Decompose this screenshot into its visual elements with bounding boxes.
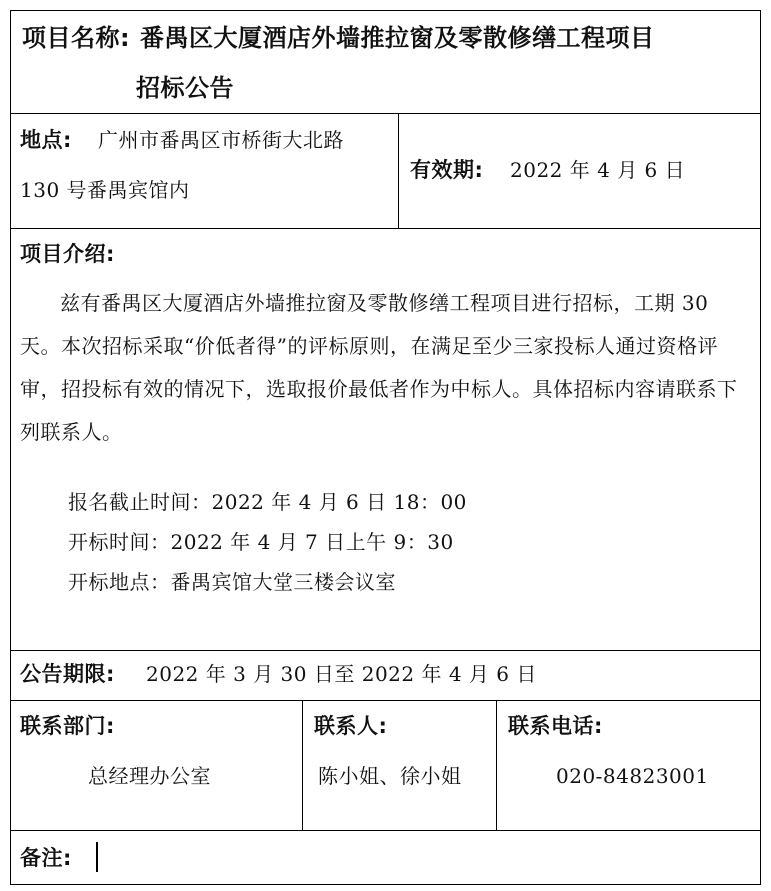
- row-divider-3: [10, 650, 761, 651]
- project-name-line1: 番禺区大厦酒店外墙推拉窗及零散修缮工程项目: [140, 24, 655, 52]
- project-name-line2: 招标公告: [136, 74, 234, 102]
- notice-period-value: 2022 年 3 月 30 日至 2022 年 4 月 6 日: [146, 662, 537, 686]
- bid-opening-place: 开标地点：番禺宾馆大堂三楼会议室: [68, 570, 396, 594]
- table-border-bottom: [10, 884, 761, 885]
- contact-person-label: 联系人:: [314, 714, 388, 738]
- contact-col-divider-2: [496, 700, 497, 830]
- location-value-line2: 130 号番禺宾馆内: [20, 178, 190, 202]
- remarks-label: 备注:: [20, 846, 72, 870]
- location-label: 地点:: [20, 128, 72, 152]
- table-border-top: [10, 10, 761, 11]
- contact-phone-value: 020-84823001: [556, 764, 709, 788]
- location-validity-divider: [398, 113, 399, 228]
- location-value-line1: 广州市番禺区市桥街大北路: [98, 128, 344, 152]
- registration-deadline: 报名截止时间：2022 年 4 月 6 日 18：00: [68, 490, 467, 514]
- contact-phone-label: 联系电话:: [508, 714, 603, 738]
- contact-dept-value: 总经理办公室: [88, 764, 211, 788]
- validity-value: 2022 年 4 月 6 日: [510, 158, 686, 182]
- intro-paragraph: 兹有番禺区大厦酒店外墙推拉窗及零散修缮工程项目进行招标，工期 30 天。本次招标采取“价低者得”的评标原则，在满足至少三家投标人通过资格评审，招投标有效的情况下，选取报价最低者作为中标人。具体招标内容请联系下列联系人。: [20, 291, 738, 444]
- row-divider-2: [10, 228, 761, 229]
- contact-col-divider-1: [302, 700, 303, 830]
- bid-opening-time: 开标时间：2022 年 4 月 7 日上午 9：30: [68, 530, 454, 554]
- row-divider-4: [10, 700, 761, 701]
- intro-label: 项目介绍:: [20, 242, 115, 266]
- contact-person-value: 陈小姐、徐小姐: [318, 764, 462, 788]
- row-divider-5: [10, 830, 761, 831]
- contact-dept-label: 联系部门:: [20, 714, 115, 738]
- project-name-label: 项目名称:: [22, 24, 131, 52]
- table-border-left: [10, 10, 11, 885]
- remarks-text-cursor[interactable]: [96, 842, 98, 872]
- row-divider-1: [10, 113, 761, 114]
- notice-period-label: 公告期限:: [20, 662, 115, 686]
- validity-label: 有效期:: [410, 158, 484, 182]
- table-border-right: [760, 10, 761, 885]
